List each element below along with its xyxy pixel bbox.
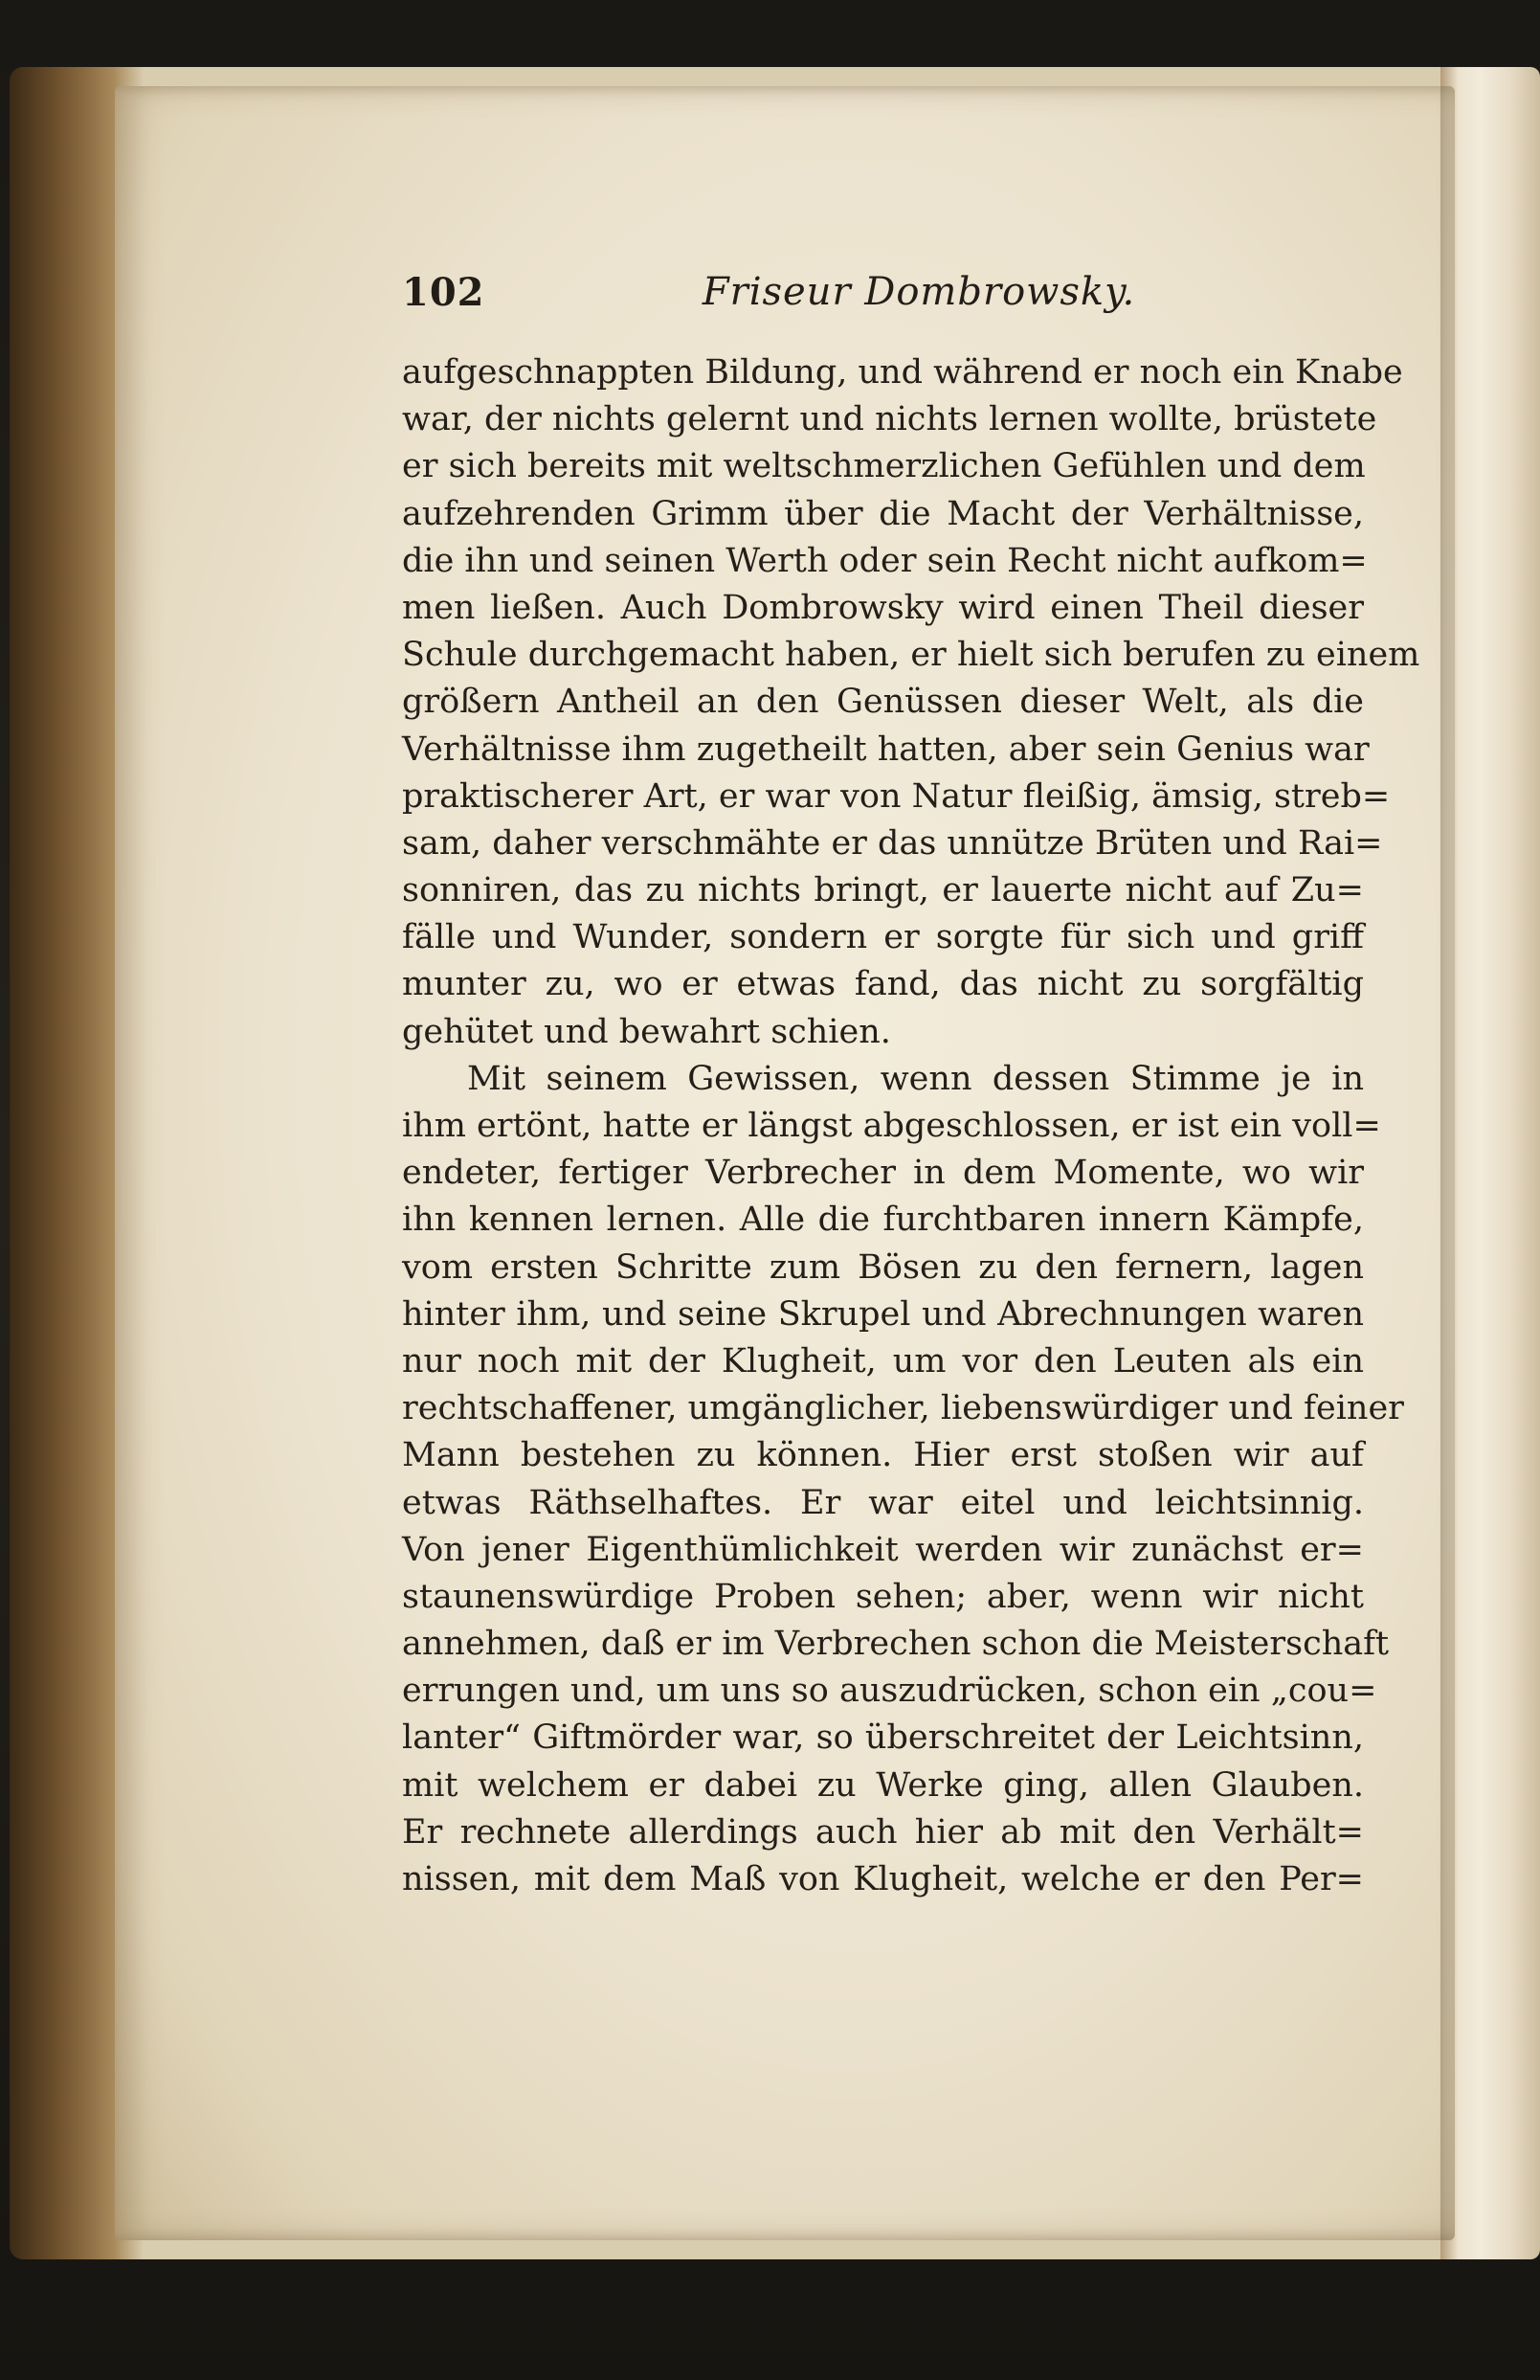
text-line: mit welchem er dabei zu Werke ging, allen Glauben. — [402, 1765, 1364, 1805]
text-line: die ihn und seinen Werth oder sein Recht nicht aufkom= — [402, 541, 1368, 580]
text-line: nur noch mit der Klugheit, um vor den Leuten als ein — [402, 1341, 1364, 1381]
page-gutter-shadow — [1440, 86, 1454, 2240]
text-line: etwas Räthselhaftes. Er war eitel und leichtsinnig. — [402, 1483, 1364, 1522]
text-line: Von jener Eigenthümlichkeit werden wir zunächst er= — [402, 1530, 1364, 1569]
text-line: Schule durchgemacht haben, er hielt sich berufen zu einem — [402, 636, 1420, 675]
running-title: Friseur Dombrowsky. — [702, 270, 1136, 314]
text-line: sam, daher verschmähte er das unnütze Brüten und Rai= — [402, 823, 1383, 863]
text-line: men ließen. Auch Dombrowsky wird einen Theil dieser — [402, 588, 1364, 627]
text-line: fälle und Wunder, sondern er sorgte für sich und griff — [402, 918, 1364, 957]
text-line: errungen und, um uns so auszudrücken, schon ein „cou= — [402, 1672, 1377, 1711]
text-line: annehmen, daß er im Verbrechen schon die Meisterschaft — [402, 1625, 1390, 1664]
text-line: ihm ertönt, hatte er längst abgeschlossen, er ist ein voll= — [402, 1107, 1381, 1145]
text-line: hinter ihm, und seine Skrupel und Abrechnungen waren — [402, 1294, 1364, 1334]
page-block-right — [1440, 67, 1540, 2259]
text-line: größern Antheil an den Genüssen dieser Welt, als die — [402, 683, 1364, 722]
text-line: Mit seinem Gewissen, wenn dessen Stimme je in — [467, 1059, 1364, 1098]
text-line: praktischerer Art, er war von Natur fleißig, ämsig, streb= — [402, 776, 1391, 816]
text-line: lanter“ Giftmörder war, so überschreitet der Leichtsinn, — [402, 1718, 1364, 1758]
text-line: munter zu, wo er etwas fand, das nicht zu sorgfältig — [402, 965, 1364, 1004]
text-line: endeter, fertiger Verbrecher in dem Momente, wo wir — [402, 1154, 1364, 1193]
text-line: gehütet und bewahrt schien. — [402, 1012, 891, 1051]
text-line: staunenswürdige Proben sehen; aber, wenn wir nicht — [402, 1577, 1364, 1616]
text-line: nissen, mit dem Maß von Klugheit, welche er den Per= — [402, 1860, 1364, 1898]
body-text — [402, 349, 1420, 1903]
text-line: vom ersten Schritte zum Bösen zu den fernern, lagen — [402, 1247, 1364, 1287]
text-line: Verhältnisse ihm zugetheilt hatten, aber sein Genius war — [402, 730, 1370, 769]
text-line: rechtschaffener, umgänglicher, liebenswürdiger und feiner — [402, 1389, 1404, 1428]
page-number: 102 — [402, 270, 485, 315]
text-line: Mann bestehen zu können. Hier erst stoßen wir auf — [402, 1436, 1364, 1475]
text-line: ihn kennen lernen. Alle die furchtbaren innern Kämpfe, — [402, 1201, 1364, 1240]
text-line: sonniren, das zu nichts bringt, er lauerte nicht auf Zu= — [402, 871, 1364, 910]
text-line: war, der nichts gelernt und nichts lernen wollte, brüstete — [402, 400, 1377, 439]
text-line: er sich bereits mit weltschmerzlichen Gefühlen und dem — [402, 447, 1366, 486]
page-header — [402, 270, 1364, 327]
text-line: aufgeschnappten Bildung, und während er noch ein Knabe — [402, 353, 1403, 392]
text-line: aufzehrenden Grimm über die Macht der Verhältnisse, — [402, 494, 1364, 533]
text-line: Er rechnete allerdings auch hier ab mit den Verhält= — [402, 1812, 1364, 1852]
